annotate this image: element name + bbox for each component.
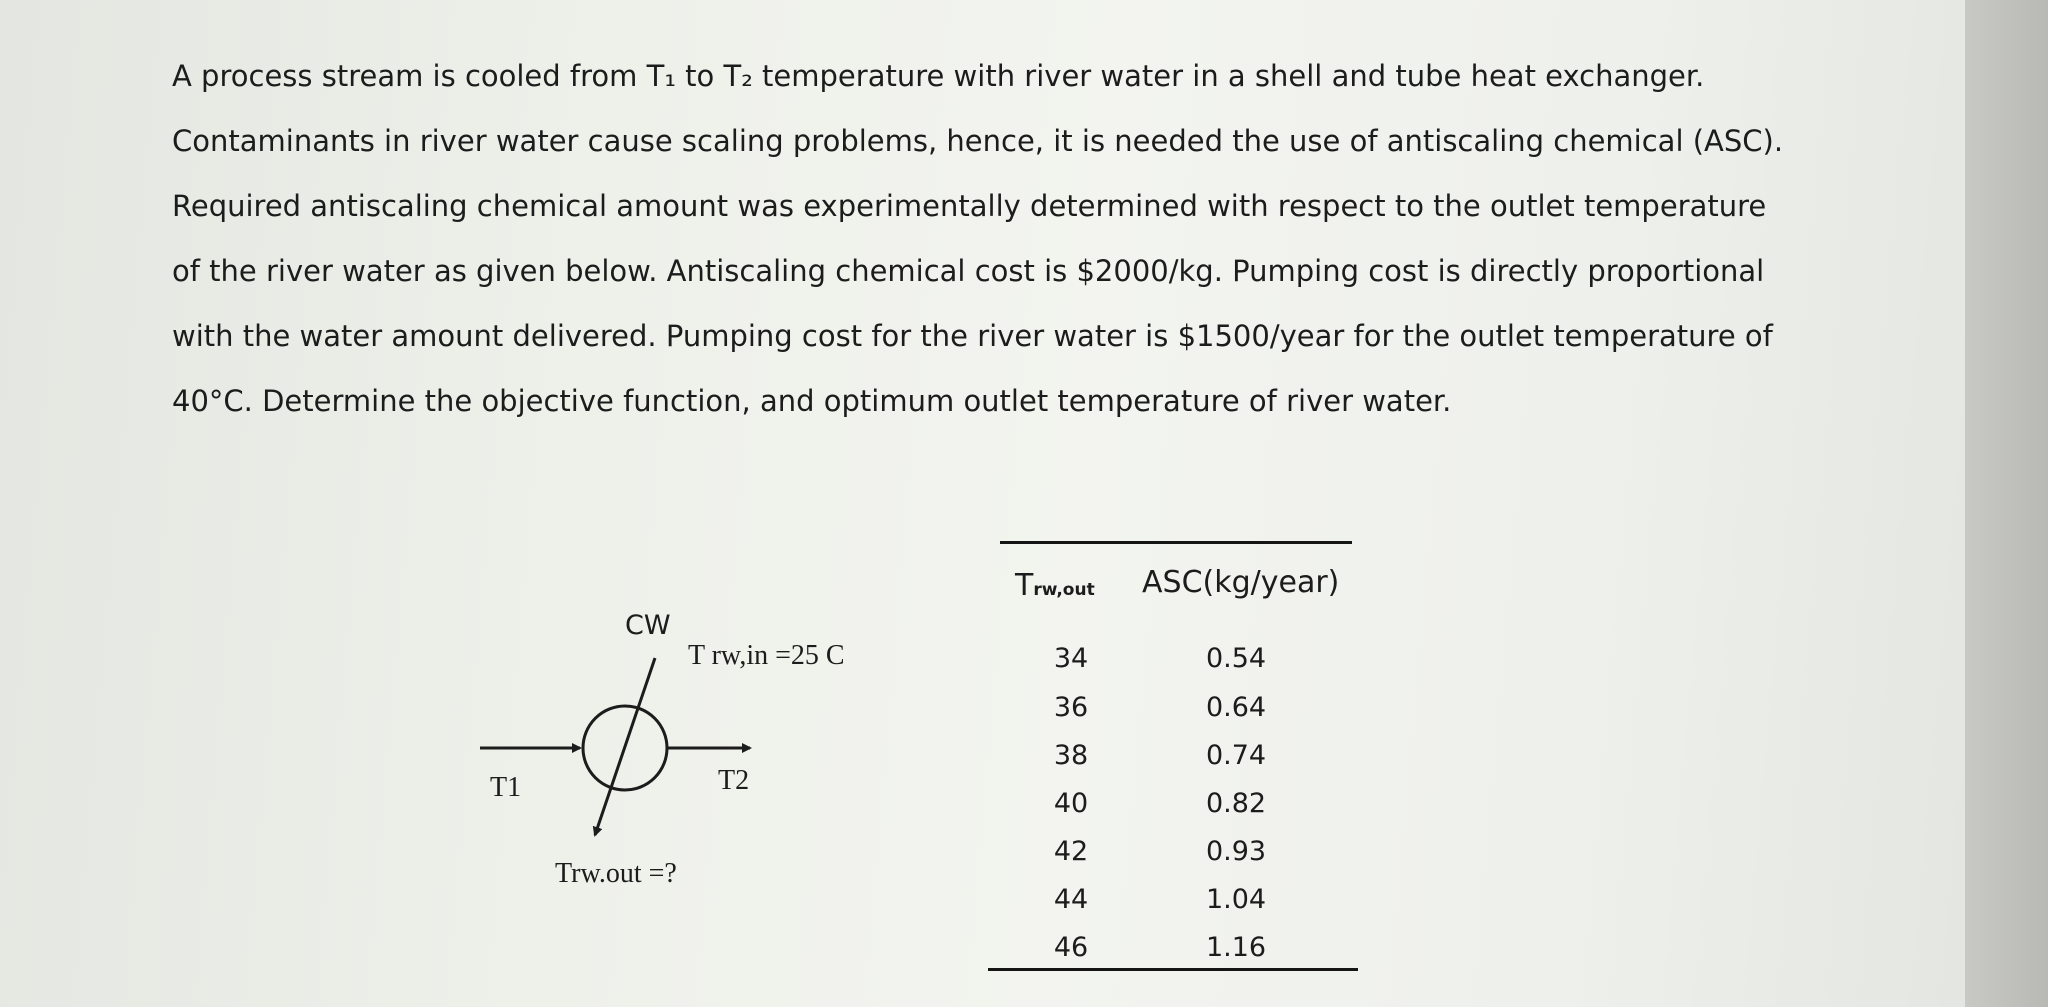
problem-line-3: Required antiscaling chemical amount was experimentally determined with respect to the outlet temperature — [172, 189, 1767, 223]
table-cell-asc: 0.93 — [1205, 836, 1267, 867]
problem-line-2: Contaminants in river water cause scaling problems, hence, it is needed the use of antiscaling chemical (ASC). — [172, 124, 1784, 158]
table-top-rule — [1000, 541, 1352, 544]
table-cell-asc: 0.74 — [1205, 740, 1267, 771]
table-cell-asc: 0.64 — [1205, 692, 1267, 723]
table-cell-t: 34 — [1053, 643, 1089, 674]
table-cell-t: 44 — [1053, 884, 1089, 915]
problem-statement — [172, 44, 1872, 434]
inlet-temperature-label: T rw,in =25 C — [688, 640, 845, 671]
outlet-temperature-label: Trw.out =? — [555, 858, 677, 889]
table-cell-asc: 1.04 — [1205, 884, 1267, 915]
table-header-temperature — [1015, 568, 1095, 603]
table-cell-t: 40 — [1053, 788, 1089, 819]
header-t-main: T — [1015, 568, 1034, 603]
problem-line-4: of the river water as given below. Antiscaling chemical cost is $2000/kg. Pumping cost is directly proportional — [172, 254, 1765, 288]
t1-label: T1 — [490, 772, 522, 803]
problem-line-5: with the water amount delivered. Pumping cost for the river water is $1500/year for the outlet temperature of — [172, 319, 1773, 353]
table-header-asc: ASC(kg/year) — [1142, 565, 1340, 600]
table-cell-asc: 0.82 — [1205, 788, 1267, 819]
cooling-water-arrow — [595, 658, 655, 835]
t2-label: T2 — [718, 765, 750, 796]
table-cell-t: 38 — [1053, 740, 1089, 771]
table-cell-asc: 1.16 — [1205, 932, 1267, 963]
problem-line-1: A process stream is cooled from T₁ to T₂ temperature with river water in a shell and tube heat exchanger. — [172, 59, 1705, 93]
problem-line-6: 40°C. Determine the objective function, and optimum outlet temperature of river water. — [172, 384, 1452, 418]
table-cell-t: 36 — [1053, 692, 1089, 723]
table-cell-t: 42 — [1053, 836, 1089, 867]
table-bottom-rule — [988, 968, 1358, 971]
cw-label: CW — [625, 610, 671, 641]
page-edge — [1965, 0, 2048, 1007]
table-cell-asc: 0.54 — [1205, 643, 1267, 674]
table-cell-t: 46 — [1053, 932, 1089, 963]
header-t-subscript: rw,out — [1033, 580, 1095, 600]
